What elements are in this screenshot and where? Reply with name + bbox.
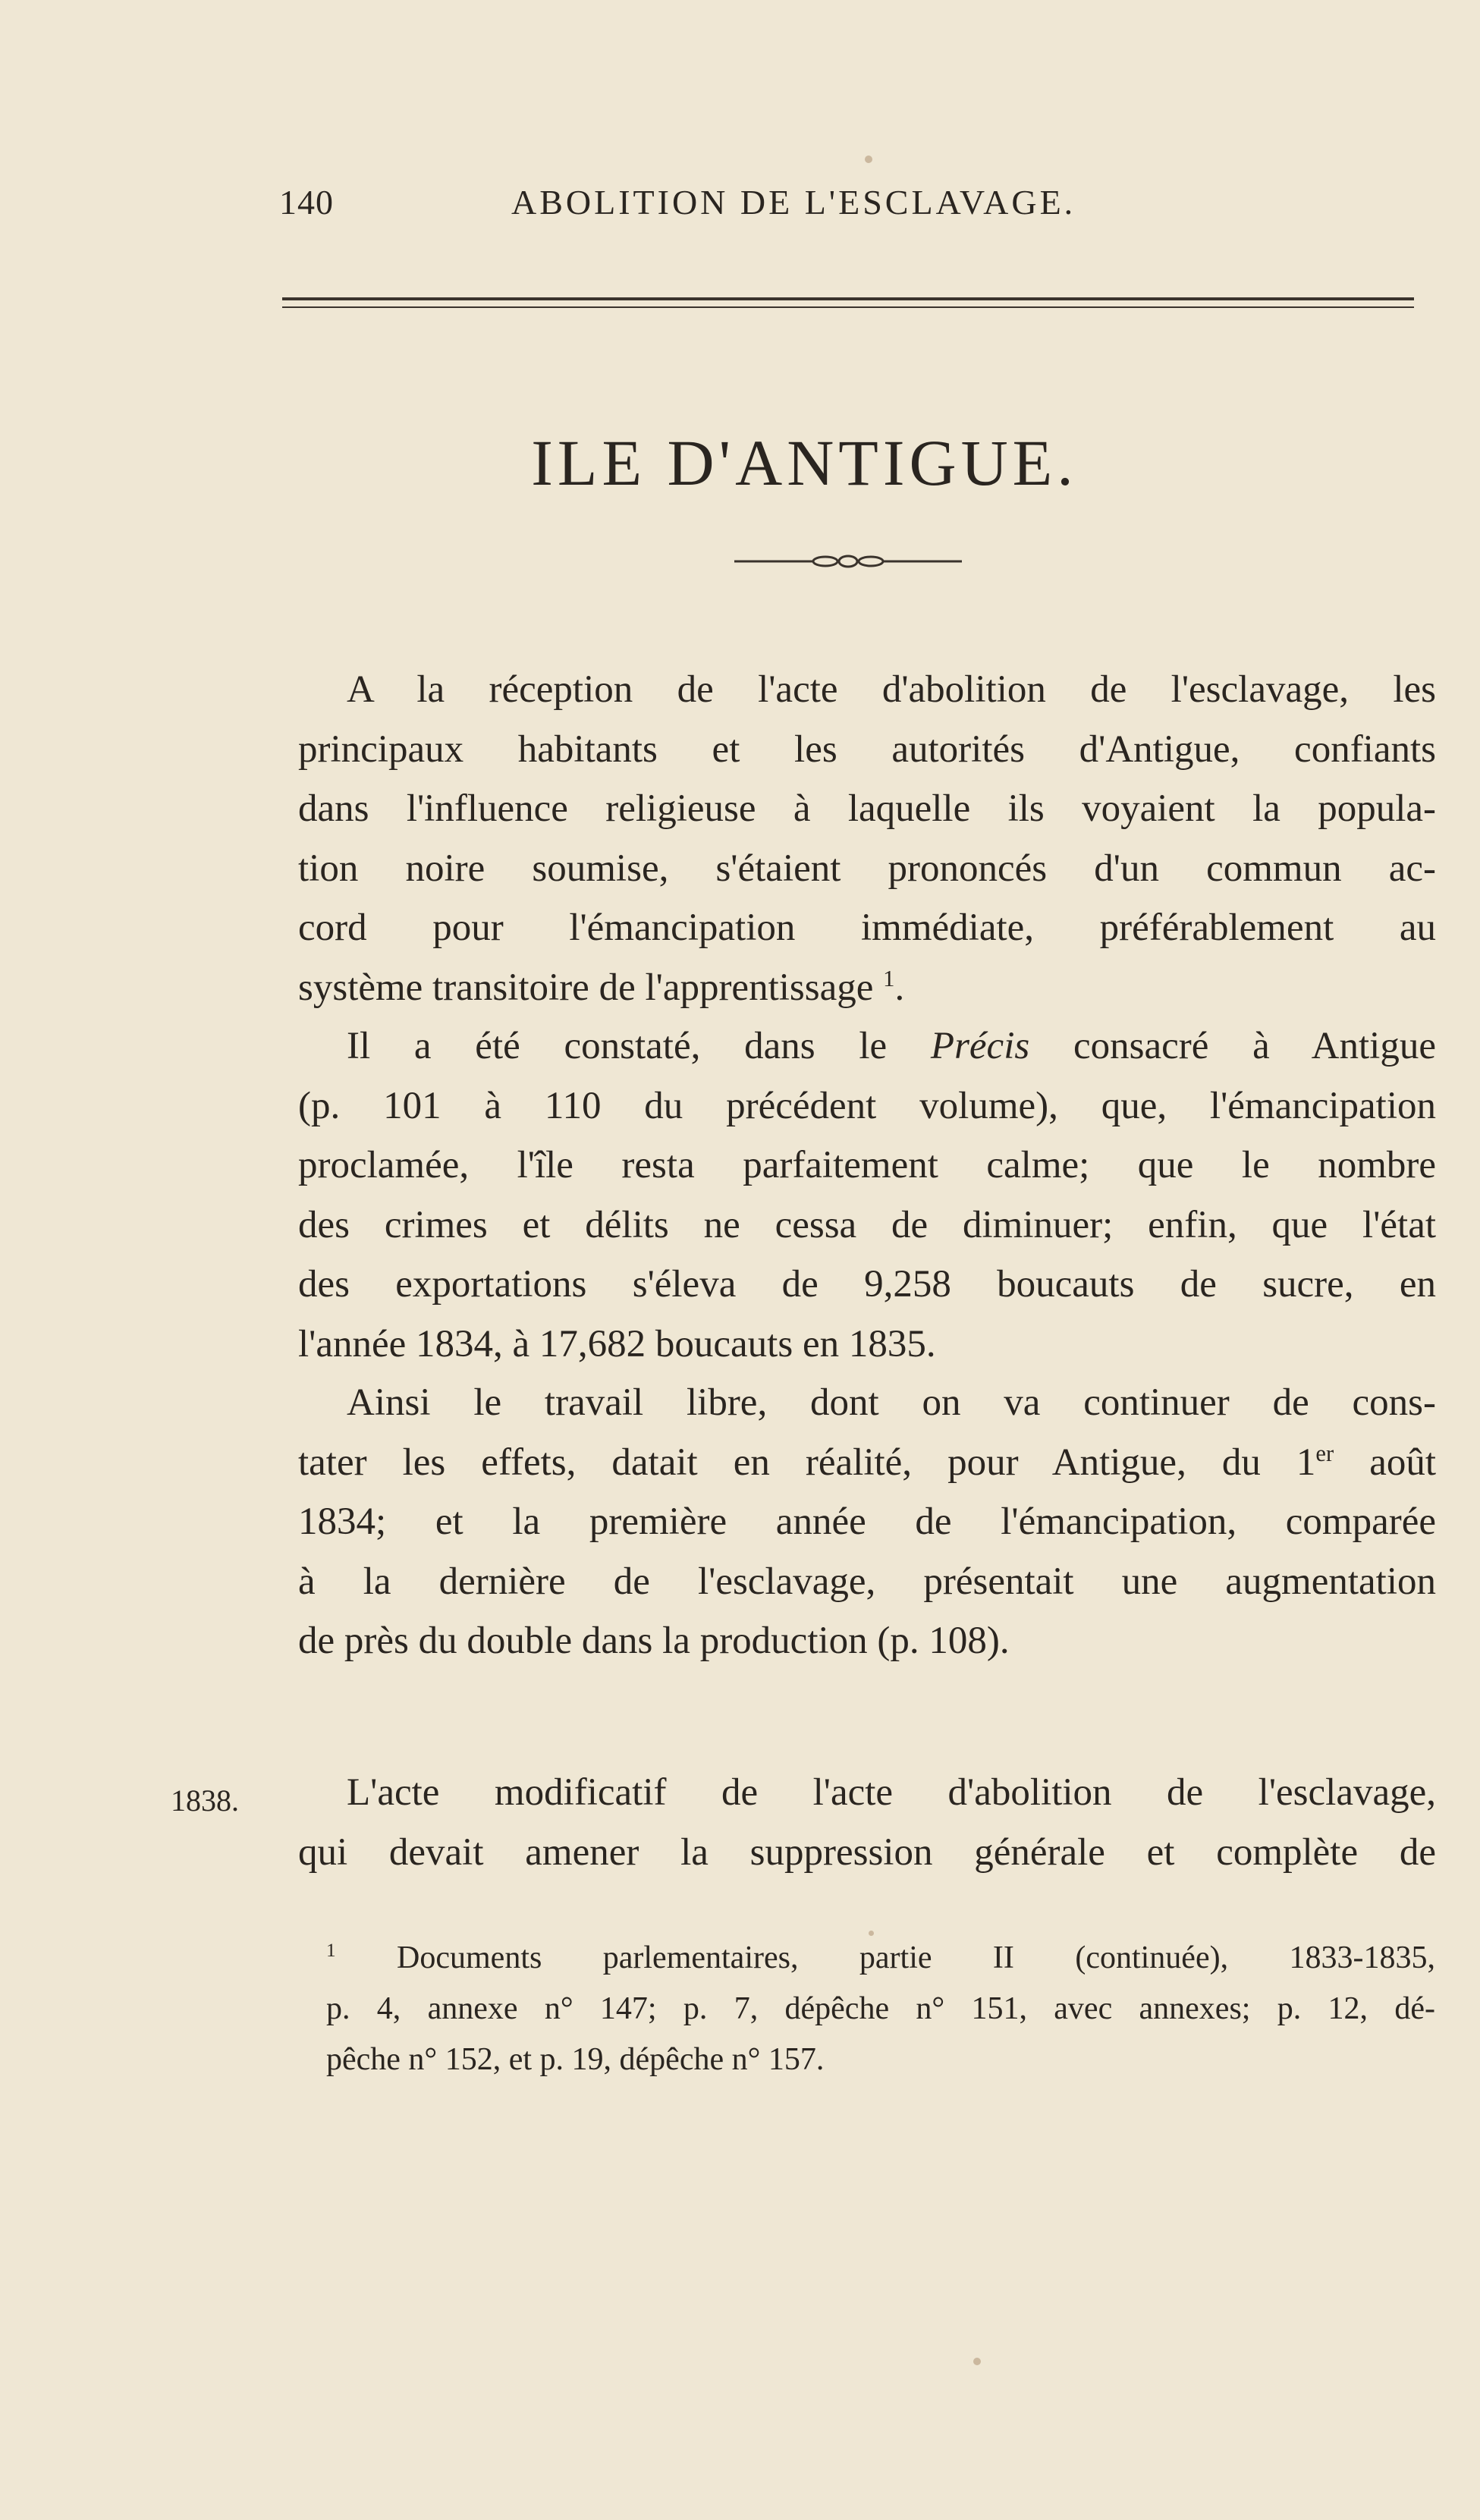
text-run: système transitoire de l'apprentissage bbox=[298, 966, 874, 1009]
text-line bbox=[298, 1016, 1436, 1076]
footnote-line bbox=[326, 1933, 1435, 1984]
text-line: l'année 1834, à 17,682 boucauts en 1835. bbox=[298, 1322, 936, 1365]
text-line: dans l'influence religieuse à laquelle ils voyaient la popula- bbox=[298, 787, 1436, 830]
text-line: à la dernière de l'esclavage, présentait une augmentation bbox=[298, 1560, 1436, 1603]
page-number: 140 bbox=[279, 183, 334, 222]
text-line: 1834; et la première année de l'émancipation, comparée bbox=[298, 1500, 1436, 1543]
paragraph-3 bbox=[298, 1373, 1436, 1671]
footnote bbox=[326, 1933, 1435, 2085]
text-line: proclamée, l'île resta parfaitement calme; que le nombre bbox=[298, 1144, 1436, 1186]
text-line bbox=[298, 958, 1436, 1018]
paragraph-4 bbox=[298, 1763, 1436, 1882]
margin-year: 1838. bbox=[171, 1783, 239, 1818]
text-run: consacré à Antigue bbox=[1029, 1025, 1436, 1067]
paragraph-1 bbox=[298, 660, 1436, 1017]
text-line: principaux habitants et les autorités d'Antigue, confiants bbox=[298, 727, 1436, 771]
text-line: des crimes et délits ne cessa de diminuer; enfin, que l'état bbox=[298, 1203, 1436, 1246]
footnote-line: pêche n° 152, et p. 19, dépêche n° 157. bbox=[326, 2042, 825, 2077]
paper-speck bbox=[865, 156, 872, 163]
paragraph-2 bbox=[298, 1016, 1436, 1374]
text-line bbox=[298, 1433, 1436, 1493]
text-line: tion noire soumise, s'étaient prononcés d'un commun ac- bbox=[298, 847, 1436, 890]
text-line: cord pour l'émancipation immédiate, préférablement au bbox=[298, 907, 1436, 949]
text-run: Il a été constaté, dans le bbox=[347, 1025, 931, 1067]
superscript: er bbox=[1315, 1440, 1334, 1466]
running-title: ABOLITION DE L'ESCLAVAGE. bbox=[511, 183, 1076, 222]
paper-speck bbox=[973, 2358, 981, 2365]
text-run: août bbox=[1334, 1441, 1437, 1484]
text-line: A la réception de l'acte d'abolition de l'esclavage, les bbox=[347, 668, 1436, 711]
header-rule-thick bbox=[282, 297, 1414, 300]
text-line: des exportations s'éleva de 9,258 boucauts de sucre, en bbox=[298, 1263, 1436, 1306]
ornament-divider bbox=[734, 550, 962, 573]
text-run: Documents parlementaires, partie II (continuée), 1833-1835, bbox=[397, 1940, 1435, 1975]
text-line: de près du double dans la production (p. 108). bbox=[298, 1620, 1010, 1662]
section-title: ILE D'ANTIGUE. bbox=[531, 426, 1078, 499]
text-run: tater les effets, datait en réalité, pour Antigue, du 1 bbox=[298, 1441, 1316, 1484]
text-run: . bbox=[894, 966, 905, 1009]
footnote-line: p. 4, annexe n° 147; p. 7, dépêche n° 151, avec annexes; p. 12, dé- bbox=[326, 1991, 1435, 2026]
header-rule-thin bbox=[282, 306, 1414, 308]
text-line: (p. 101 à 110 du précédent volume), que, l'émancipation bbox=[298, 1084, 1436, 1127]
footnote-mark: 1 bbox=[326, 1940, 336, 1961]
text-line: qui devait amener la suppression générale et complète de bbox=[298, 1830, 1436, 1874]
italic-title: Précis bbox=[930, 1025, 1030, 1067]
footnote-ref: 1 bbox=[883, 965, 895, 991]
text-line: Ainsi le travail libre, dont on va continuer de cons- bbox=[347, 1381, 1436, 1424]
paper-speck bbox=[869, 1931, 874, 1936]
text-line: L'acte modificatif de l'acte d'abolition de l'esclavage, bbox=[347, 1771, 1436, 1814]
